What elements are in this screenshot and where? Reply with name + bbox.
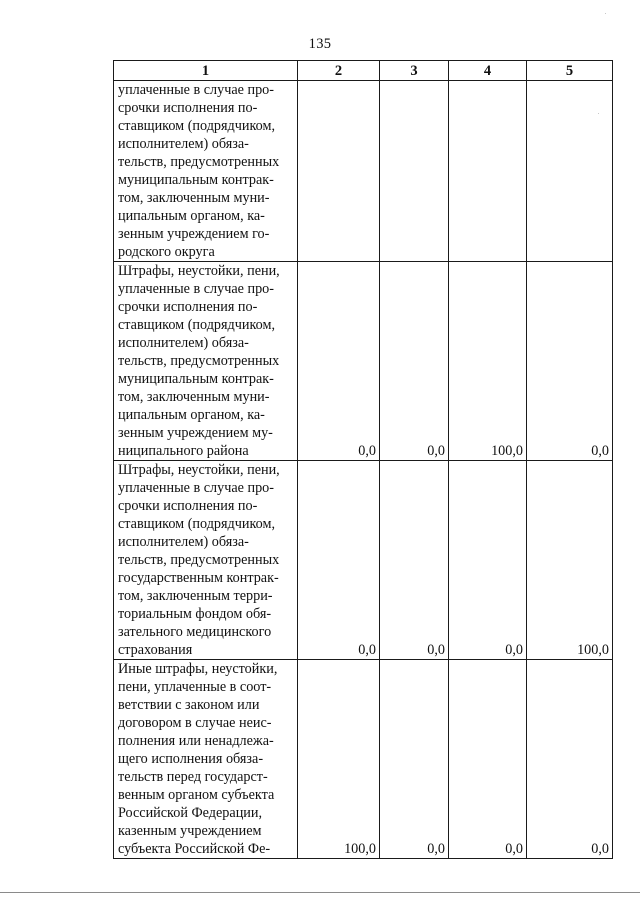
scan-speck [598,113,599,114]
column-header-3: 3 [380,61,449,81]
page-number: 135 [308,36,332,52]
cell-value-col4: 0,0 [449,461,527,660]
cell-value-col2: 0,0 [298,262,380,461]
cell-value-col5: 0,0 [527,262,613,461]
column-header-4: 4 [449,61,527,81]
cell-value-col4: 0,0 [449,660,527,859]
cell-value-col3: 0,0 [380,660,449,859]
column-header-2: 2 [298,61,380,81]
cell-value-col3: 0,0 [380,461,449,660]
column-header-1: 1 [114,61,298,81]
cell-value-col5: 0,0 [527,660,613,859]
scan-speck [605,13,606,14]
column-header-5: 5 [527,61,613,81]
table-row [114,262,613,461]
cell-value-col4 [449,81,527,262]
row-description: уплаченные в случае про- срочки исполнения по- ставщиком (подрядчиком, исполнителем) обяза- тельств, предусмотренных муниципальным контрак- том, заключенным муни- ципальным органом, ка- зенным учреждением го- родского округа [114,81,298,262]
table-row [114,461,613,660]
cell-value-col5: 100,0 [527,461,613,660]
budget-table [113,60,613,859]
table-row [114,660,613,859]
table-header-row [114,61,613,81]
row-description: Иные штрафы, неустойки, пени, уплаченные в соот- ветствии с законом или договором в случае неис- полнения или ненадлежа- щего исполнения обяза- тельств перед государст- венным органом субъекта Российской Федерации, казенным учреждением субъекта Российской Фе- [114,660,298,859]
cell-value-col2 [298,81,380,262]
cell-value-col4: 100,0 [449,262,527,461]
cell-value-col2: 100,0 [298,660,380,859]
cell-value-col3: 0,0 [380,262,449,461]
row-description: Штрафы, неустойки, пени, уплаченные в случае про- срочки исполнения по- ставщиком (подрядчиком, исполнителем) обяза- тельств, предусмотренных государственным контрак- том, заключенным терри- ториальным фондом обя- зательного медицинского страхования [114,461,298,660]
cell-value-col3 [380,81,449,262]
row-description: Штрафы, неустойки, пени, уплаченные в случае про- срочки исполнения по- ставщиком (подрядчиком, исполнителем) обяза- тельств, предусмотренных муниципальным контрак- том, заключенным муни- ципальным органом, ка- зенным учреждением му- ниципального района [114,262,298,461]
cell-value-col2: 0,0 [298,461,380,660]
table-row [114,81,613,262]
cell-value-col5 [527,81,613,262]
scan-edge-line [0,892,640,893]
